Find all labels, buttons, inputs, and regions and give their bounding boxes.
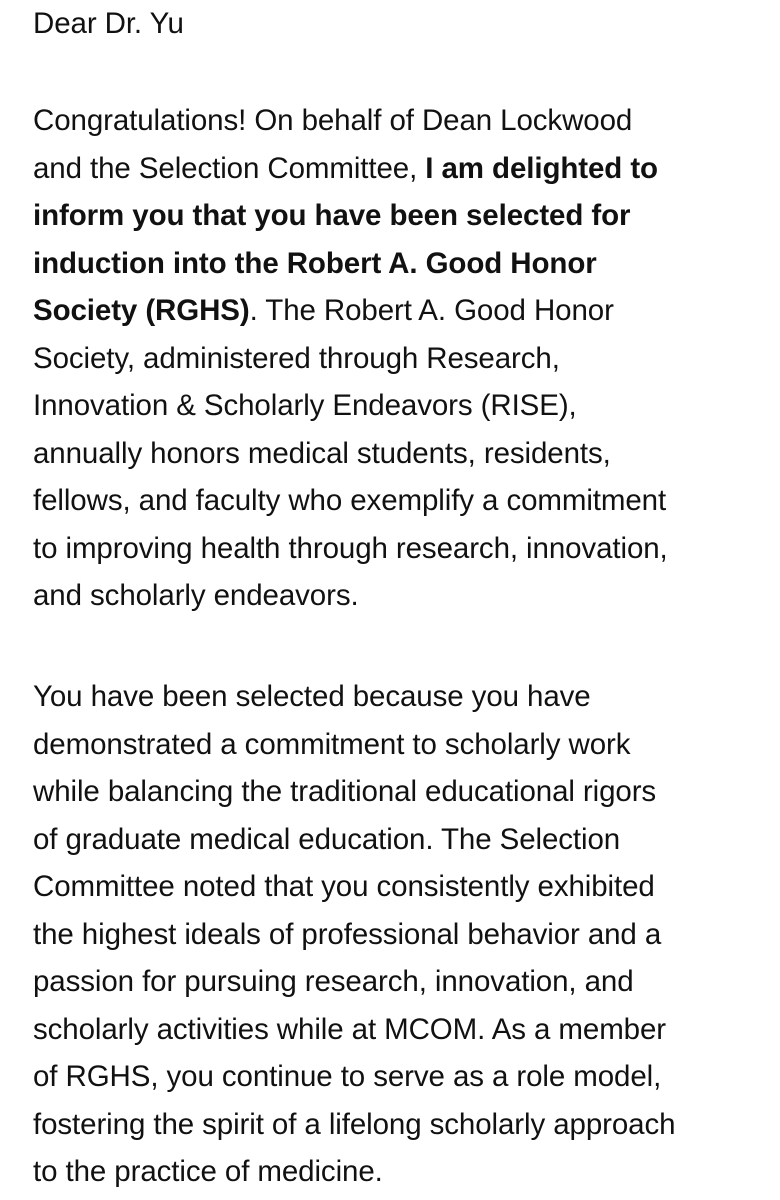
paragraph-line: of graduate medical education. The Selection: [33, 822, 621, 856]
greeting-line: Dear Dr. Yu: [33, 7, 184, 40]
paragraph-line: fellows, and faculty who exemplify a commitment: [33, 484, 667, 517]
paragraph-congratulations: [33, 97, 668, 620]
emphasis-text: inform you that you have been selected for: [33, 199, 631, 232]
paragraph-line: Congratulations! On behalf of Dean Lockwood: [33, 104, 633, 137]
paragraph-line: You have been selected because you have: [33, 680, 591, 713]
paragraph-line: fostering the spirit of a lifelong scholarly approach: [33, 1107, 676, 1141]
paragraph-line: Society, administered through Research,: [33, 341, 560, 375]
paragraph-selection-reason: [33, 673, 675, 1196]
paragraph-line: annually honors medical students, residents,: [33, 436, 611, 470]
paragraph-line: to improving health through research, innovation,: [33, 531, 668, 565]
paragraph-line: and scholarly endeavors.: [33, 579, 359, 612]
paragraph-line: of RGHS, you continue to serve as a role model,: [33, 1060, 662, 1093]
emphasis-text: Society (RGHS): [33, 294, 250, 327]
emphasis-text: I am delighted to: [425, 151, 658, 185]
paragraph-line: Innovation & Scholarly Endeavors (RISE),: [33, 389, 577, 422]
greeting: [33, 0, 184, 48]
paragraph-line: Society (RGHS). The Robert A. Good Honor: [33, 294, 614, 327]
paragraph-line: scholarly activities while at MCOM. As a member: [33, 1012, 667, 1046]
paragraph-line: Committee noted that you consistently exhibited: [33, 870, 655, 903]
paragraph-line: demonstrated a commitment to scholarly work: [33, 727, 631, 761]
paragraph-line: while balancing the traditional educational rigors: [33, 775, 657, 808]
paragraph-line: [33, 192, 668, 240]
paragraph-line: passion for pursuing research, innovation, and: [33, 965, 634, 998]
paragraph-line: [33, 240, 668, 288]
paragraph-line: to the practice of medicine.: [33, 1155, 383, 1188]
paragraph-line: and the Selection Committee, I am delighted to: [33, 151, 658, 185]
paragraph-line: the highest ideals of professional behavior and a: [33, 917, 662, 951]
emphasis-text: induction into the Robert A. Good Honor: [33, 246, 597, 280]
